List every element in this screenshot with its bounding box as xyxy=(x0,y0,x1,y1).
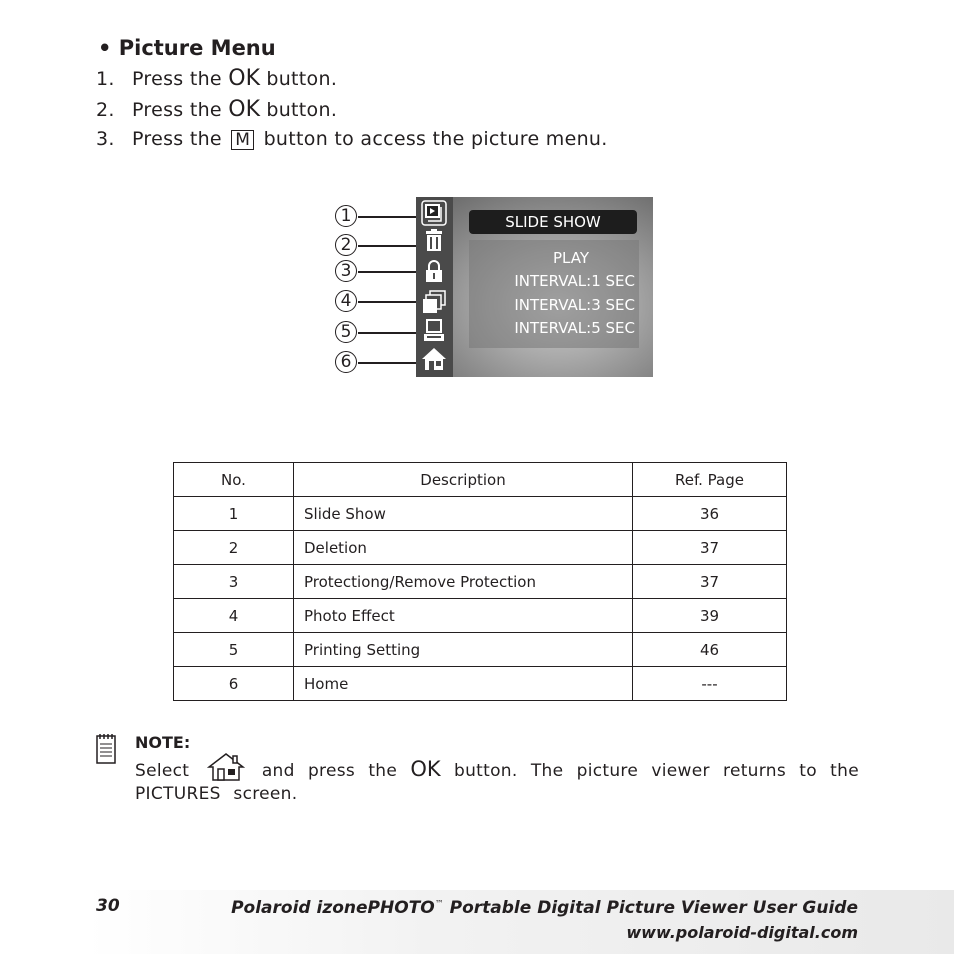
callout-leader xyxy=(358,245,416,247)
trademark-symbol: ™ xyxy=(434,899,444,910)
table-row xyxy=(174,667,787,701)
table-header-cell: No. xyxy=(174,463,294,497)
screen-option-interval-3[interactable]: INTERVAL:3 SEC xyxy=(514,296,635,314)
screen-option-play[interactable]: PLAY xyxy=(552,249,589,267)
table-row xyxy=(174,531,787,565)
step-text: button to access the picture menu. xyxy=(257,128,608,150)
callout-3: 3 xyxy=(335,260,357,282)
table-cell: --- xyxy=(633,667,787,701)
table-cell: 4 xyxy=(174,599,294,633)
table-cell: Home xyxy=(294,667,633,701)
table-cell: 5 xyxy=(174,633,294,667)
note-text: button. The picture viewer returns to the PICTURES screen. xyxy=(135,761,859,804)
slideshow-icon[interactable] xyxy=(421,200,447,226)
ok-key-label: OK xyxy=(228,66,261,91)
menu-icon-strip xyxy=(416,197,453,377)
step-text: button. xyxy=(260,99,338,121)
print-icon[interactable] xyxy=(421,318,447,344)
table-header-cell: Description xyxy=(294,463,633,497)
ok-key-label: OK xyxy=(410,757,441,781)
step-text: Press the xyxy=(132,99,229,121)
table-row xyxy=(174,599,787,633)
screen-options-list xyxy=(469,240,639,348)
callout-6: 6 xyxy=(335,351,357,373)
table-cell: 3 xyxy=(174,565,294,599)
note-text: and press the xyxy=(261,761,398,781)
table-cell: Photo Effect xyxy=(294,599,633,633)
step-number: 1. xyxy=(96,68,115,90)
table-header-row xyxy=(174,463,787,497)
step-number: 3. xyxy=(96,128,115,150)
ok-key-label: OK xyxy=(228,97,261,122)
step-number: 2. xyxy=(96,99,115,121)
footer-title-text: Portable Digital Picture Viewer User Guide xyxy=(443,898,858,918)
callout-leader xyxy=(358,301,416,303)
screen-option-interval-5[interactable]: INTERVAL:5 SEC xyxy=(514,319,635,337)
callout-1: 1 xyxy=(335,205,357,227)
table-row xyxy=(174,633,787,667)
callout-leader xyxy=(358,271,416,273)
table-cell: 39 xyxy=(633,599,787,633)
footer-url: www.polaroid-digital.com xyxy=(626,923,858,942)
table-cell: 6 xyxy=(174,667,294,701)
section-title: • Picture Menu xyxy=(98,36,276,60)
table-cell: 37 xyxy=(633,531,787,565)
note-body xyxy=(135,752,859,806)
table-row xyxy=(174,565,787,599)
callout-5: 5 xyxy=(335,321,357,343)
screen-menu-title: SLIDE SHOW xyxy=(469,210,637,234)
reference-table xyxy=(173,462,787,701)
table-cell: 36 xyxy=(633,497,787,531)
callout-leader xyxy=(358,362,416,364)
trash-icon[interactable] xyxy=(421,228,447,254)
footer-title-text: Polaroid izonePHOTO xyxy=(231,898,435,918)
table-row xyxy=(174,497,787,531)
table-cell: Printing Setting xyxy=(294,633,633,667)
table-header-cell: Ref. Page xyxy=(633,463,787,497)
callout-2: 2 xyxy=(335,234,357,256)
callout-leader xyxy=(358,216,416,218)
lock-icon[interactable] xyxy=(421,258,447,284)
notepad-icon xyxy=(95,733,117,765)
note-text: Select xyxy=(135,761,190,781)
home-icon xyxy=(207,752,245,782)
step-2 xyxy=(96,97,337,122)
step-text: button. xyxy=(260,68,338,90)
page-number: 30 xyxy=(96,896,120,916)
table-cell: 37 xyxy=(633,565,787,599)
table-cell: 46 xyxy=(633,633,787,667)
menu-key-label: M xyxy=(231,130,254,150)
table-cell: Protectiong/Remove Protection xyxy=(294,565,633,599)
table-cell: Slide Show xyxy=(294,497,633,531)
device-screen xyxy=(416,197,653,377)
home-icon[interactable] xyxy=(421,346,447,372)
step-1 xyxy=(96,66,337,91)
callout-leader xyxy=(358,332,416,334)
callout-4: 4 xyxy=(335,290,357,312)
photo-effect-icon[interactable] xyxy=(421,289,447,315)
table-cell: 2 xyxy=(174,531,294,565)
note-label: NOTE: xyxy=(135,733,191,752)
footer-title xyxy=(231,898,858,918)
screen-option-interval-1[interactable]: INTERVAL:1 SEC xyxy=(514,272,635,290)
step-text: Press the xyxy=(132,128,229,150)
table-cell: Deletion xyxy=(294,531,633,565)
step-text: Press the xyxy=(132,68,229,90)
step-3 xyxy=(96,128,608,150)
table-cell: 1 xyxy=(174,497,294,531)
